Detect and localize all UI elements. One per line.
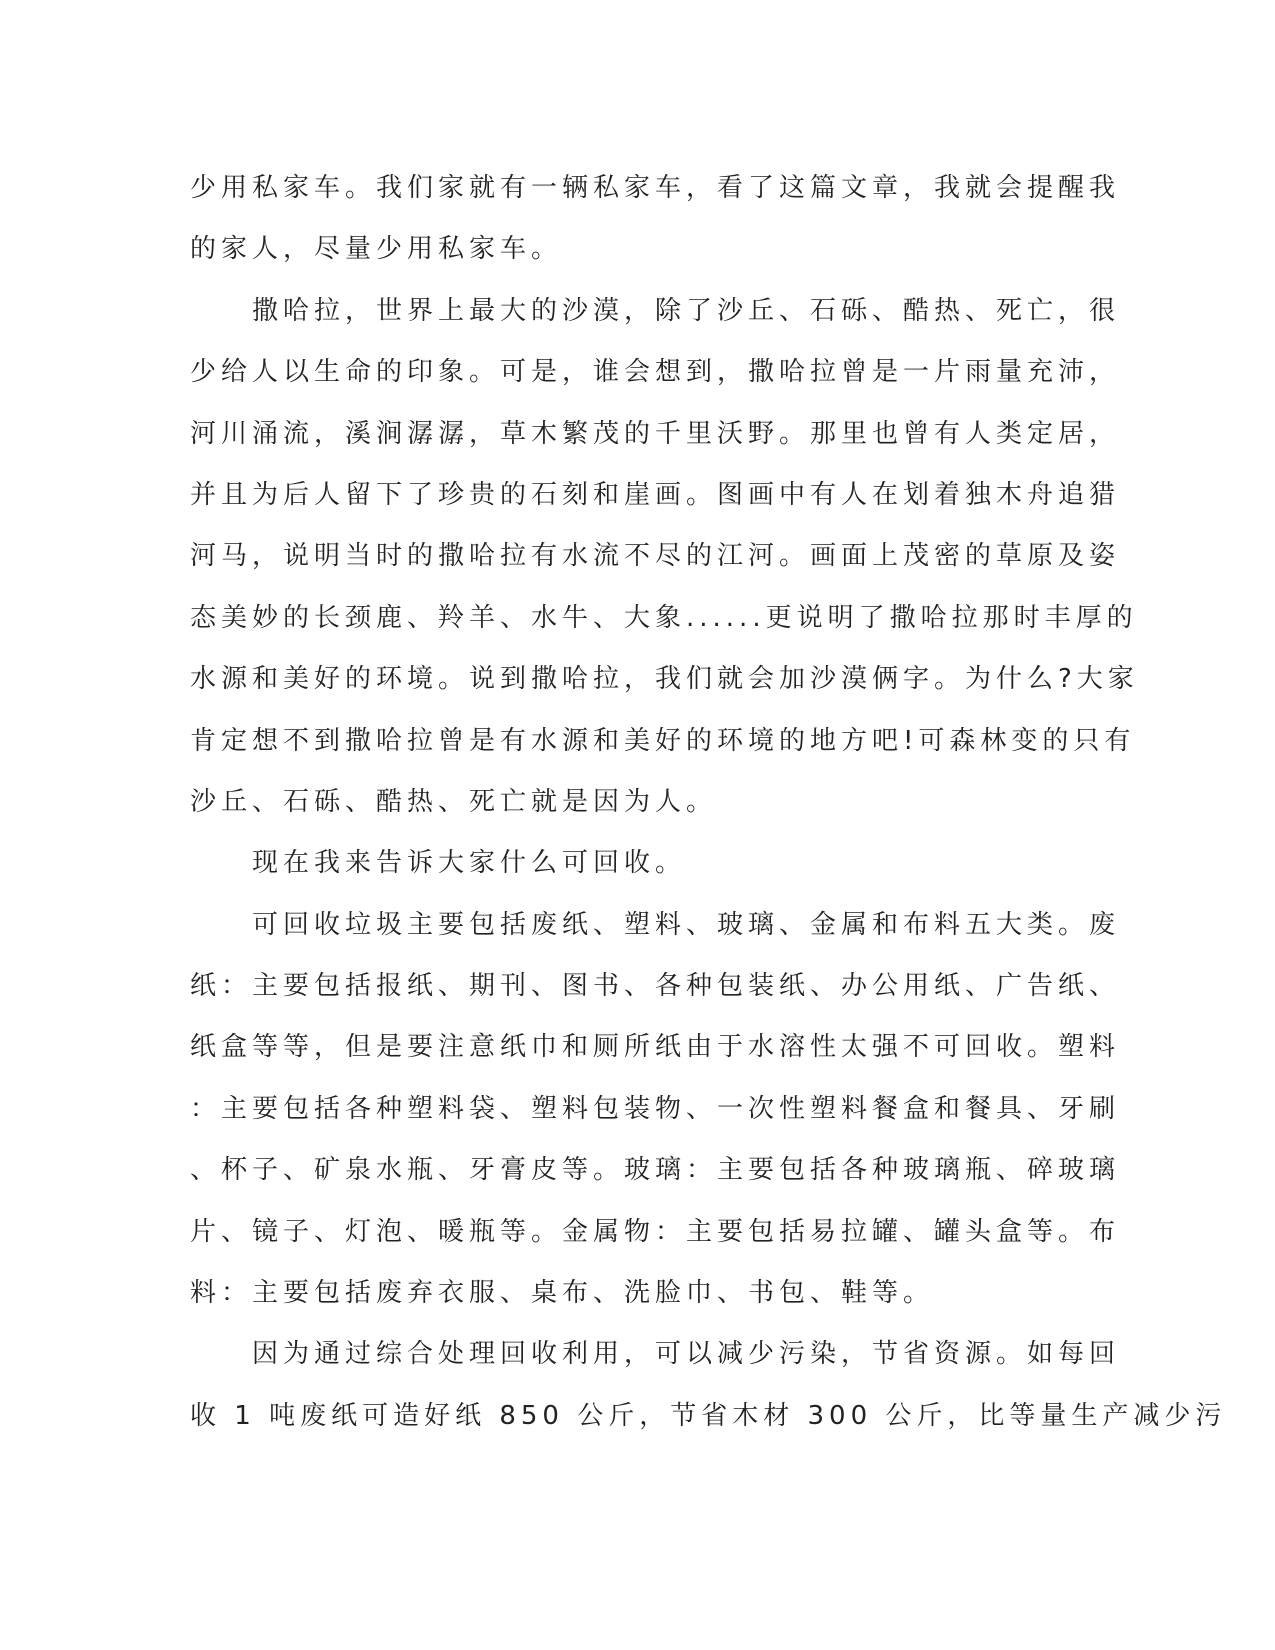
text-line: 料：主要包括废弃衣服、桌布、洗脸巾、书包、鞋等。: [190, 1278, 935, 1309]
text-line: 收 1 吨废纸可造好纸 850 公斤，节省木材 300 公斤，比等量生产减少污: [190, 1400, 1227, 1431]
text-line: 少用私家车。我们家就有一辆私家车，看了这篇文章，我就会提醒我: [190, 173, 1121, 203]
text-line: 沙丘、石砾、酷热、死亡就是因为人。: [190, 786, 718, 817]
text-line: 河马，说明当时的撒哈拉有水流不尽的江河。画面上茂密的草原及姿: [190, 541, 1121, 572]
text-line: 态美妙的长颈鹿、羚羊、水牛、大象......更说明了撒哈拉那时丰厚的: [190, 602, 1138, 633]
text-line: 肯定想不到撒哈拉曾是有水源和美好的环境的地方吧!可森林变的只有: [190, 725, 1136, 756]
text-line: 可回收垃圾主要包括废纸、塑料、玻璃、金属和布料五大类。废: [190, 909, 1121, 940]
text-line: 因为通过综合处理回收利用，可以减少污染，节省资源。如每回: [190, 1339, 1121, 1370]
text-line: 的家人，尽量少用私家车。: [190, 234, 563, 265]
document-body: [190, 158, 1227, 1447]
text-line: 现在我来告诉大家什么可回收。: [190, 848, 687, 879]
text-line: 水源和美好的环境。说到撒哈拉，我们就会加沙漠俩字。为什么?大家: [190, 664, 1139, 695]
text-line: 并且为后人留下了珍贵的石刻和崖画。图画中有人在划着独木舟追猎: [190, 479, 1121, 510]
text-line: 纸盒等等，但是要注意纸巾和厕所纸由于水溶性太强不可回收。塑料: [190, 1032, 1121, 1063]
text-line: 河川涌流，溪涧潺潺，草木繁茂的千里沃野。那里也曾有人类定居，: [190, 418, 1121, 449]
text-line: 撒哈拉，世界上最大的沙漠，除了沙丘、石砾、酷热、死亡，很: [190, 295, 1121, 326]
text-line: ：主要包括各种塑料袋、塑料包装物、一次性塑料餐盒和餐具、牙刷: [190, 1093, 1121, 1124]
text-line: 纸：主要包括报纸、期刊、图书、各种包装纸、办公用纸、广告纸、: [190, 971, 1121, 1002]
text-line: 少给人以生命的印象。可是，谁会想到，撒哈拉曾是一片雨量充沛，: [190, 357, 1121, 388]
text-line: 片、镜子、灯泡、暖瓶等。金属物：主要包括易拉罐、罐头盒等。布: [190, 1216, 1121, 1247]
text-line: 、杯子、矿泉水瓶、牙膏皮等。玻璃：主要包括各种玻璃瓶、碎玻璃: [190, 1155, 1121, 1186]
